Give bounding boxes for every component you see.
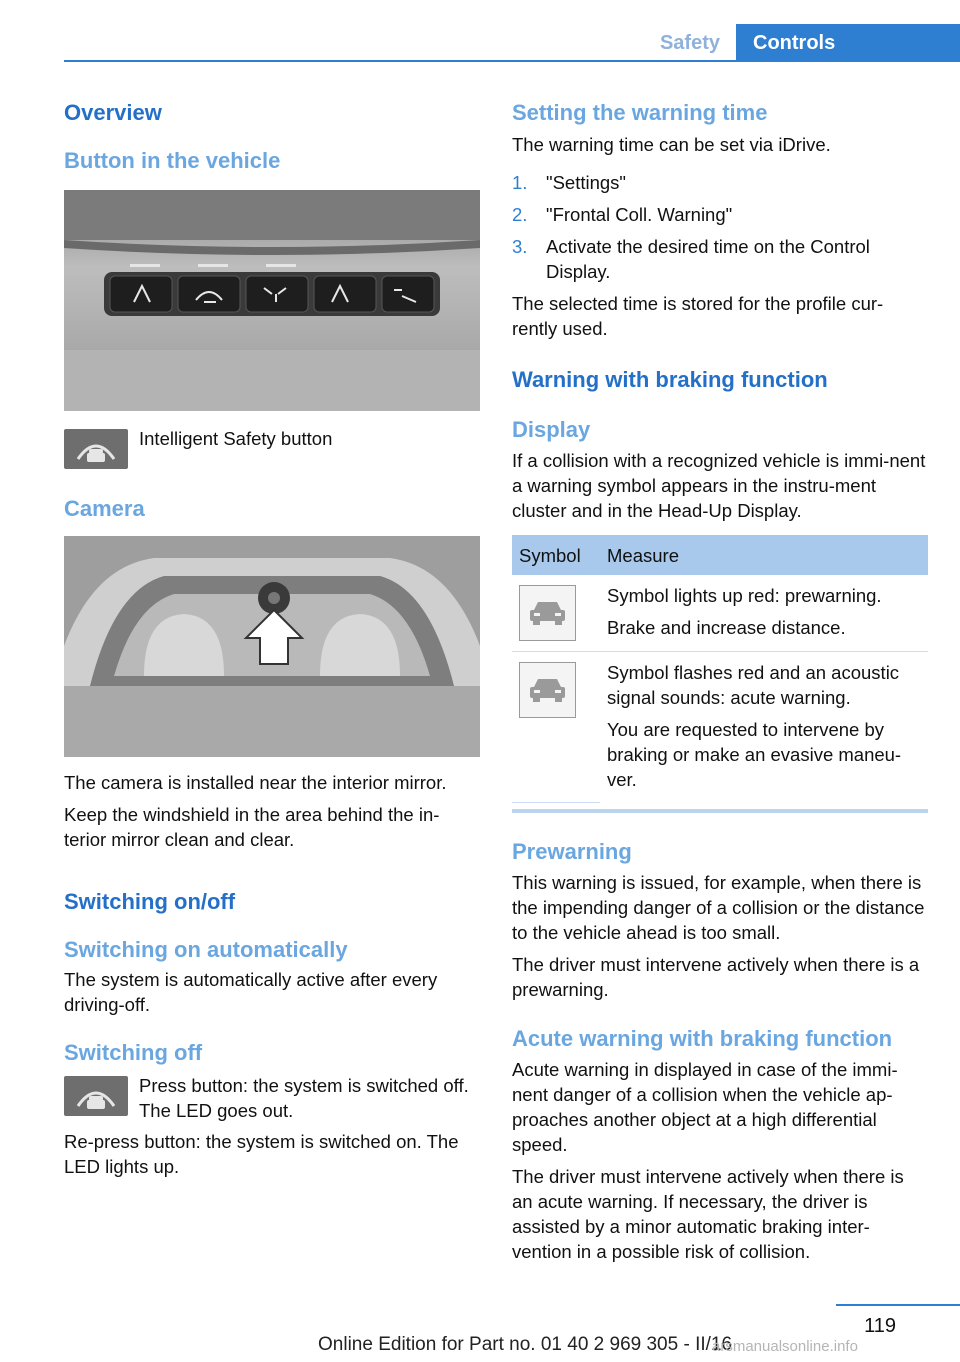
warning-braking-heading: Warning with braking function xyxy=(512,367,828,392)
auto-on-paragraph: The system is automatically active after every driving-off. xyxy=(64,969,438,1015)
edition-footer: Online Edition for Part no. 01 40 2 969 305 - II/16 xyxy=(318,1334,733,1355)
list-number: 2. xyxy=(512,204,528,225)
setting-warning-time-heading: Setting the warning time xyxy=(512,100,768,125)
acute-paragraph-2: The driver must intervene actively when there is an acute warning. If necessary, the driver is assisted by a minor automatic braking inter‐vention in a possible risk of collision. xyxy=(512,1165,904,1262)
measure-text: Symbol lights up red: prewarning. xyxy=(607,585,882,606)
switching-off-heading: Switching off xyxy=(64,1040,203,1065)
switching-on-automatically-heading: Switching on automatically xyxy=(64,937,348,962)
list-number: 1. xyxy=(512,172,528,193)
list-text: "Settings" xyxy=(546,172,626,193)
button-panel-photo xyxy=(64,190,480,411)
symbol-measure-table xyxy=(512,535,928,803)
chapter-tab-bar xyxy=(64,24,960,62)
measure-text: You are requested to intervene by braking or make an evasive maneu‐ver. xyxy=(607,719,902,790)
camera-paragraph-1: The camera is installed near the interior mirror. xyxy=(64,772,447,793)
table-row xyxy=(512,652,928,803)
intelligent-safety-button-icon xyxy=(64,429,128,469)
acute-warning-heading: Acute warning with braking function xyxy=(512,1025,893,1051)
repress-paragraph: Re-press button: the system is switched on. The LED lights up. xyxy=(64,1131,459,1177)
button-in-vehicle-heading: Button in the vehicle xyxy=(64,148,281,173)
overview-heading: Overview xyxy=(64,100,162,125)
intelligent-safety-caption: Intelligent Safety button xyxy=(139,428,333,449)
measure-text: Symbol flashes red and an acoustic signal sounds: acute warning. xyxy=(607,662,900,708)
list-number: 3. xyxy=(512,236,528,257)
left-column xyxy=(64,100,482,1179)
button-caption-row xyxy=(64,429,482,469)
list-item xyxy=(512,170,928,195)
prewarning-paragraph-2: The driver must intervene actively when there is a prewarning. xyxy=(512,953,920,1000)
tab-controls[interactable]: Controls xyxy=(736,24,960,62)
footer-rule xyxy=(836,1304,960,1306)
display-paragraph: If a collision with a recognized vehicle is immi‐nent a warning symbol appears in the instru‐ment cluster and in the Head-Up Display. xyxy=(512,450,926,521)
prewarning-paragraph-1: This warning is issued, for example, when there is the impending danger of a collision or the distance to the vehicle ahead is too small. xyxy=(512,871,925,943)
camera-illustration xyxy=(64,536,480,757)
measure-cell xyxy=(600,652,928,803)
intelligent-safety-button-icon-2 xyxy=(64,1076,128,1116)
page-number: 119 xyxy=(864,1315,896,1337)
table-header-symbol: Symbol xyxy=(512,535,600,575)
symbol-cell xyxy=(512,575,600,652)
switching-off-row xyxy=(64,1073,482,1123)
watermark: arsmanualsonline.info xyxy=(712,1338,858,1355)
stored-time-paragraph: The selected time is stored for the profile cur‐rently used. xyxy=(512,293,884,339)
right-column xyxy=(512,100,928,1264)
table-row xyxy=(512,575,928,652)
list-item xyxy=(512,202,928,227)
symbol-cell xyxy=(512,652,600,803)
button-panel-illustration xyxy=(64,190,480,411)
list-text: Activate the desired time on the Control Display. xyxy=(546,236,870,282)
tab-safety[interactable]: Safety xyxy=(659,32,720,54)
measure-text: Brake and increase distance. xyxy=(607,617,846,638)
display-heading: Display xyxy=(512,417,591,442)
warning-time-paragraph: The warning time can be set via iDrive. xyxy=(512,134,831,155)
switching-off-caption: Press button: the system is switched off. The LED goes out. xyxy=(139,1075,469,1121)
prewarning-heading: Prewarning xyxy=(512,838,632,864)
camera-photo xyxy=(64,536,480,757)
measure-cell xyxy=(600,575,928,652)
settings-steps-list xyxy=(512,170,928,284)
acute-paragraph-1: Acute warning in displayed in case of the immi‐nent danger of a collision when the vehicle ap‐proaches another object at a high differential speed. xyxy=(512,1058,898,1155)
table-header-measure: Measure xyxy=(600,535,928,575)
collision-warning-car-icon xyxy=(519,662,576,718)
collision-warning-car-icon xyxy=(519,585,576,641)
camera-paragraph-2: Keep the windshield in the area behind the in‐terior mirror clean and clear. xyxy=(64,804,440,850)
list-text: "Frontal Coll. Warning" xyxy=(546,204,733,225)
switching-on-off-heading: Switching on/off xyxy=(64,889,236,914)
table-bottom-rule xyxy=(512,809,928,813)
list-item xyxy=(512,234,928,284)
camera-heading: Camera xyxy=(64,496,145,521)
